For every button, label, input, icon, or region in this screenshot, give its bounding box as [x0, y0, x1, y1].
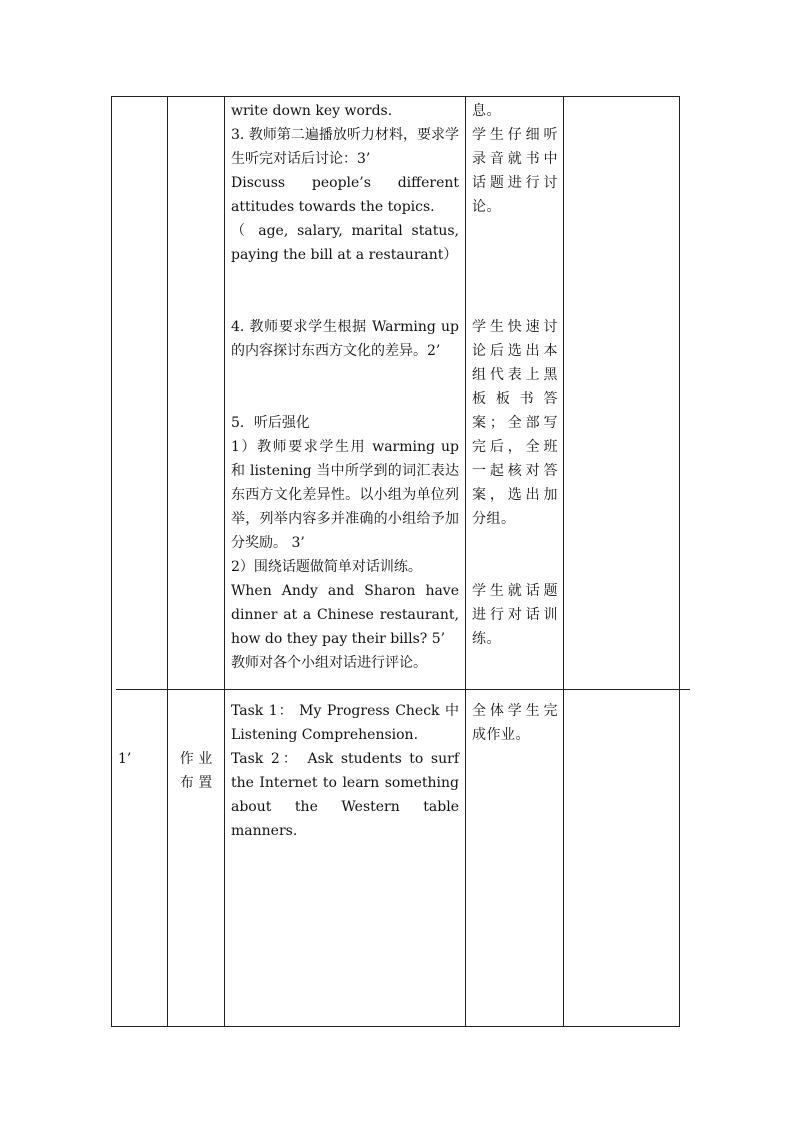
text-line: 3. 教师第二遍播放听力材料，要求学生听完对话后讨论：3’ — [231, 127, 459, 167]
table-left-border — [111, 96, 112, 1027]
table-column-divider — [465, 96, 466, 1027]
student-activity-text — [472, 579, 558, 651]
table-column-divider — [224, 96, 225, 1027]
student-activity-line: 学生就话题进行对话训练。 — [472, 583, 558, 647]
step-label-line: 布 置 — [179, 775, 213, 791]
text-line: Task 2： Ask students to surf the Internet to learn something about the Western table manners. — [231, 751, 459, 839]
student-activity-line: 学生仔细听录音就书中话题进行讨论。 — [472, 127, 558, 215]
text-line: （ age, salary, marital status, paying the bill at a restaurant） — [231, 223, 459, 263]
student-activity-line: 学生快速讨论后选出本组代表上黑板板书答案；全部写完后，全班一起核对答案，选出加分组。 — [472, 319, 558, 527]
time-allocation: 1’ — [118, 751, 132, 767]
student-activity-text — [472, 315, 558, 531]
text-line: 5．听后强化 — [231, 415, 310, 431]
student-activity-homework — [472, 699, 558, 747]
teacher-activity-discussion — [231, 315, 459, 363]
table-bottom-border — [111, 1026, 680, 1027]
text-line: When Andy and Sharon have dinner at a Chinese restaurant, how do they pay their bills? 5’ — [231, 583, 459, 647]
text-line: 教师对各个小组对话进行评论。 — [231, 655, 427, 671]
text-line: Discuss people’s different attitudes towards the topics. — [231, 175, 459, 215]
student-activity-text — [472, 123, 558, 219]
teacher-activity-reinforcement — [231, 411, 459, 675]
text-line: Task 1： My Progress Check 中 Listening Comprehension. — [231, 703, 459, 743]
table-column-divider — [167, 96, 168, 1027]
student-activity-text — [472, 99, 558, 123]
table-row-divider — [116, 689, 690, 690]
teacher-activity-homework — [231, 699, 459, 843]
text-line: write down key words. — [231, 103, 393, 119]
table-top-border — [111, 96, 680, 97]
teacher-activity-listening — [231, 99, 459, 267]
table-column-divider — [563, 96, 564, 1027]
text-line: 1）教师要求学生用 warming up 和 listening 当中所学到的词汇表达东西方文化差异性。以小组为单位列举，列举内容多并准确的小组给予加分奖励。 3’ — [231, 439, 459, 551]
student-activity-line: 全体学生完成作业。 — [472, 703, 558, 743]
step-label-line: 作 业 — [179, 751, 213, 767]
text-line: 2）围绕话题做简单对话训练。 — [231, 559, 422, 575]
student-activity-line: 息。 — [472, 103, 501, 119]
text-line: 4. 教师要求学生根据 Warming up 的内容探讨东西方文化的差异。2’ — [231, 319, 459, 359]
step-label — [170, 747, 222, 795]
table-right-border — [679, 96, 680, 1027]
